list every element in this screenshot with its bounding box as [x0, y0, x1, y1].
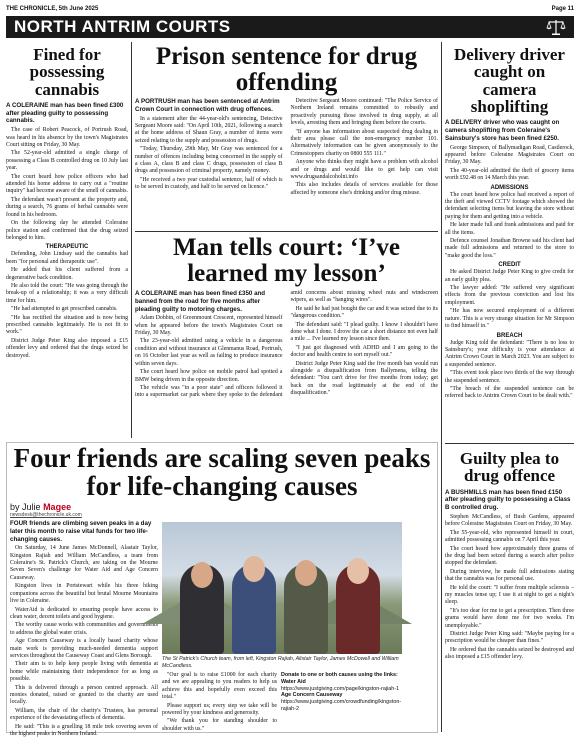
headline: Fined for possessing cannabis	[29, 45, 105, 99]
paragraph: The court heard how police had received a report of the theft and viewed CCTV footage which showed the defendant selecting items but leaving the store without paying for them and getting into a vehicle.	[445, 191, 574, 220]
headline: Man tells court: ‘I’ve learned my lesson’	[172, 234, 400, 287]
paragraph: "I just got diagnosed with ADHD and I am going to the doctor and health centre to sort myself out."	[290, 344, 438, 359]
paragraph: The 52-year-old admitted a single charge of possessing a Class B controlled drug on 10 July last year.	[6, 150, 128, 172]
paper-date: THE CHRONICLE, 5th June 2025	[6, 6, 99, 12]
paragraph: District Judge Peter King said: "Maybe paying for a prescription would be cheaper than fines."	[445, 631, 574, 645]
paragraph: He said he had just bought the car and it was seized due to its "dangerous condition."	[290, 305, 438, 320]
subheading: BREACH	[496, 332, 523, 339]
paragraph: He added that his client suffered from a degenerative back condition.	[6, 267, 128, 281]
four-friends-body-bottom	[162, 672, 277, 732]
paragraph: Detective Sergeant Moore continued: "The Police Service of Northern Ireland remains committed to robustly and proactively pursuing those involved in drug supply, at all levels, arresting them and bringing them before the courts.	[290, 98, 438, 127]
section-title: NORTH ANTRIM COURTS	[14, 17, 231, 36]
intro: A COLERAINE man has been fined £300 after pleading guilty to possessing cannabis.	[6, 101, 124, 125]
paragraph: Defending, John Lindsay said the cannabis had been "for personal and therapeutic use".	[6, 251, 128, 265]
paragraph: On Saturday, 14 June James McDonnell, Alastair Taylor, Kingston Rajiah and William McCandless, a team from Coleraine's St. Patrick's Church, are taking on the Mourne Seven Seven's challenge for Water Aid and Age Concern Causeway.	[10, 545, 158, 581]
page-number: Page 11	[551, 6, 574, 12]
section-divider	[445, 443, 574, 444]
paragraph: Age Concern Causeway is a locally based charity whose main work is providing much-needed dementia support services throughout the Causeway Coast and Glens Borough.	[10, 638, 158, 659]
subheading: THERAPEUTIC	[45, 244, 89, 251]
column-divider	[131, 42, 132, 438]
paragraph: On the following day he attended Coleraine police station and confirmed that the drug seized belonged to him.	[6, 220, 128, 241]
paragraph: "If anyone has information about suspected drug dealing in their area please call the non-emergency number 101. Alternatively information can be given anonymously to the Crimestoppers charity on 0800 555 111."	[290, 128, 438, 157]
article-learned-lesson	[135, 233, 438, 438]
paragraph: "He has rectified the situation and is now being prescribed cannabis legitimately. He is not fit to work."	[6, 314, 128, 336]
scales-of-justice-icon	[546, 18, 566, 36]
section-divider	[135, 231, 438, 232]
paragraph: This is delivered through a person centred approach. All monies donated, raised or granted to the charity are used locally.	[10, 684, 158, 706]
byline-email[interactable]: newsdesk@thechronicle.uk.com	[10, 512, 82, 518]
byline	[10, 502, 160, 512]
paragraph: The case of Robert Peacock, of Portrush Road, was heard in his absence by the town's Magistrates Court sitting on Friday, 30 May.	[6, 127, 128, 149]
paragraph: The 55-year-old, who represented himself in court, admitted possessing cannabis on 7 April this year.	[445, 529, 574, 544]
paragraph: "We thank you for standing shoulder to shoulder with us."	[162, 718, 277, 732]
paragraph: District Judge Peter King also imposed a £15 offender levy and ordered that the drugs seized be destroyed.	[6, 337, 128, 359]
paragraph: Adam Dobbin, of Greenmount Crescent, represented himself when he appeared before the town's Magistrates Court on Friday, 30 May.	[135, 315, 283, 337]
paragraph: William, the chair of the charity's Trustees, has personal experience of the devastating effects of dementia.	[10, 707, 158, 722]
paragraph: "Our goal is to raise £1000 for each charity and we are appealing to you readers to help us achieve this and hopefully even exceed this total."	[162, 672, 277, 701]
byline-name: Julie	[22, 502, 41, 512]
paragraph: "Today, Thursday, 29th May, Mr Gray was sentenced for a number of offences including being concerned in the supply of a class A, class B and class C drugs, possession of class B drugs and possession of criminal property, namely money.	[135, 146, 283, 175]
paragraph: District Judge Peter King said the five month ban would run alongside a disqualification from Ballymena, telling the defendant: "You can't drive for five months from today; get back on the road legitimately at the end of the disqualification."	[290, 360, 438, 397]
paragraph: "He had attempted to get prescribed cannabis.	[11, 306, 118, 313]
paragraph: He also told the court: "He was going through the break-up of a relationship; it was a very difficult time for him.	[6, 282, 128, 304]
age-concern-label: Age Concern Causeway	[281, 692, 343, 699]
paragraph: Anyone who thinks they might have a problem with alcohol and or drugs and would like to get help can visit www.drugsandalcoholni.info	[290, 159, 438, 181]
donate-intro: Donate to one or both causes using the links:	[281, 672, 398, 678]
paragraph: Defence counsel Jonathan Browne said his client had made full admissions and returned to the store to "make good the loss."	[445, 238, 574, 259]
paragraph: The worthy cause works with communities and governments to address the global water crisis.	[10, 622, 158, 636]
intro: FOUR friends are climbing seven peaks in a day later this month to raise vital funds for two life-changing causes.	[10, 520, 152, 543]
paragraph: Kingston lives in Portstewart while his three hiking companions across the beautiful but brutal Mourne Mountains live in Coleraine.	[10, 583, 158, 605]
paragraph: The court heard how police on mobile patrol had spotted a BMW being driven in the opposite direction.	[135, 369, 283, 383]
photo-caption: The St Patrick's Church team, from left, Kingston Rajiah, Alistair Taylor, James McDowell and William McCandless.	[162, 656, 399, 669]
section-banner	[6, 16, 574, 38]
byline-surname: Magee	[43, 502, 72, 512]
age-concern-link[interactable]: https://www.justgiving.com/crowdfunding/kingston-rajiah-2	[281, 699, 402, 712]
paragraph: The 40-year-old admitted the theft of grocery items worth £92.48 on 14 March this year.	[445, 167, 574, 182]
paragraph: "He received a two year custodial sentence, half of which is to be served in custody, and half to be served on licence."	[135, 176, 283, 191]
intro: A COLERAINE man has been fined £350 and banned from the road for five months after pleading guilty to motoring charges.	[135, 290, 266, 313]
paragraph: This also includes details of services available for those affected by someone else's drinking and/or drug misuse.	[290, 182, 438, 196]
water-aid-link[interactable]: https://www.justgiving.com/page/kingston-rajiah-1	[281, 685, 400, 692]
paragraph: George Simpson, of Ballymadigan Road, Castlerock, appeared before Coleraine Magistrates Court on Friday, 30 May.	[445, 144, 574, 166]
headline: Guilty plea to drug offence	[459, 449, 560, 486]
paragraph: Please support us; every step we take will be powered by your kindness and generosity.	[162, 702, 277, 717]
paragraph: He told the court: "I suffer from multiple sclerosis – my muscles tense up; I use it at night to get a night's sleep.	[445, 584, 574, 606]
paragraph: "The breach of the suspended sentence can be referred back to Antrim Crown Court to be dealt with."	[445, 385, 574, 400]
team-photo	[162, 522, 402, 654]
paragraph: "It's too dear for me to get a prescription. Then three grams would have done me for two weeks. I'm unemployable."	[445, 607, 574, 629]
paragraph: Judge King told the defendant: "There is no loss to Sainsbury's; your difficulty is your attendance at Antrim Crown Court in March 2023. You are subject to a suspended sentence.	[445, 339, 574, 368]
donate-box	[281, 672, 402, 732]
paragraph: The lawyer added: "He suffered very significant effects from the previous conviction and lost his employment.	[445, 285, 574, 306]
paragraph: The defendant wasn't present at the property and, during a search, 76 grams of herbal cannabis were found in his bedroom.	[6, 196, 128, 218]
intro: A PORTRUSH man has been sentenced at Antrim Crown Court in connection with drug offences.	[135, 98, 280, 113]
article-guilty-plea	[445, 446, 574, 734]
four-friends-body-left	[10, 520, 158, 737]
article-prison	[135, 42, 438, 230]
paragraph: He ordered that the cannabis seized be destroyed and also imposed a £15 offender levy.	[445, 646, 574, 661]
paragraph: He asked District Judge Peter King to give credit for an early guilty plea.	[445, 269, 574, 283]
four-friends-headline: Four friends are scaling seven peaks for life-changing causes	[13, 443, 431, 502]
intro: A DELIVERY driver who was caught on camera shoplifting from Coleraine's Sainsbury's store has been fined £250.	[445, 119, 560, 142]
paragraph: "This event took place two thirds of the way through the suspended sentence.	[445, 370, 574, 384]
water-aid-label: Water Aid	[281, 678, 306, 685]
paragraph: The vehicle was "in a poor state" and officers followed it into a supermarket car park where they spoke to the defendant amid concerns about missing wheel nuts and windscreen wipers, as well as "hanging wires".	[135, 290, 438, 399]
headline: Prison sentence for drug offending	[155, 43, 418, 96]
intro: A BUSHMILLS man has been fined £150 after pleading guilty to possessing a Class B controlled drug.	[445, 488, 571, 512]
paragraph: The court heard how police officers who had attended his home address to carry out a "routine inquiry" had become aware of the smell of cannabis.	[6, 173, 128, 195]
paragraph: During interview, he made full admissions stating that the cannabis was for personal use.	[445, 568, 574, 583]
paragraph: "He has now secured employment of a different nature. This is a very strange situation for Mr Simpson to find himself in."	[445, 308, 574, 330]
paragraph: He later made full and frank admissions and paid for all the items.	[445, 222, 574, 236]
paragraph: WaterAid is dedicated to ensuring people have access to clean water, decent toilets and good hygiene.	[10, 606, 158, 620]
subheading: CREDIT	[498, 262, 521, 269]
paragraph: The 23-year-old admitted using a vehicle in a dangerous condition and without insurance at Glenmanus Road, Portrush, on 16 October last year as well as failing to produce insurance within seven days.	[135, 338, 283, 367]
subheading: ADMISSIONS	[490, 184, 529, 191]
column-divider	[441, 42, 442, 732]
byline-prefix: by	[10, 502, 20, 512]
article-delivery-driver	[445, 42, 574, 442]
headline: Delivery driver caught on camera shoplifting	[454, 45, 565, 116]
paragraph: Stephen McCandless, of Bush Gardens, appeared before Coleraine Magistrates Court on Friday, 30 May.	[445, 513, 574, 528]
page-header	[6, 4, 574, 14]
paragraph: The defendant said: "I plead guilty. I know I shouldn't have done what I done. I drove the car a short distance not even half a mile ... I've learned my lesson since then.	[290, 321, 438, 343]
paragraph: The court heard how approximately three grams of the drug had been seized during a search after police stopped the defendant.	[445, 545, 574, 567]
paragraph: In a statement after the 44-year-old's sentencing, Detective Sergeant Moore said: "On April 10th, 2021, following a search at the home address of Shaun Gray, a number of items were seized relating to the supply and possession of drugs.	[135, 115, 283, 144]
paragraph: He said: "This is a gruelling 18 mile trek covering seven of the highest peaks in Northern Ireland.	[10, 723, 158, 737]
article-cannabis	[6, 42, 128, 440]
paragraph: Their aim is to help keep people living with dementia at home while maintaining their independence for as long as possible.	[10, 661, 158, 683]
